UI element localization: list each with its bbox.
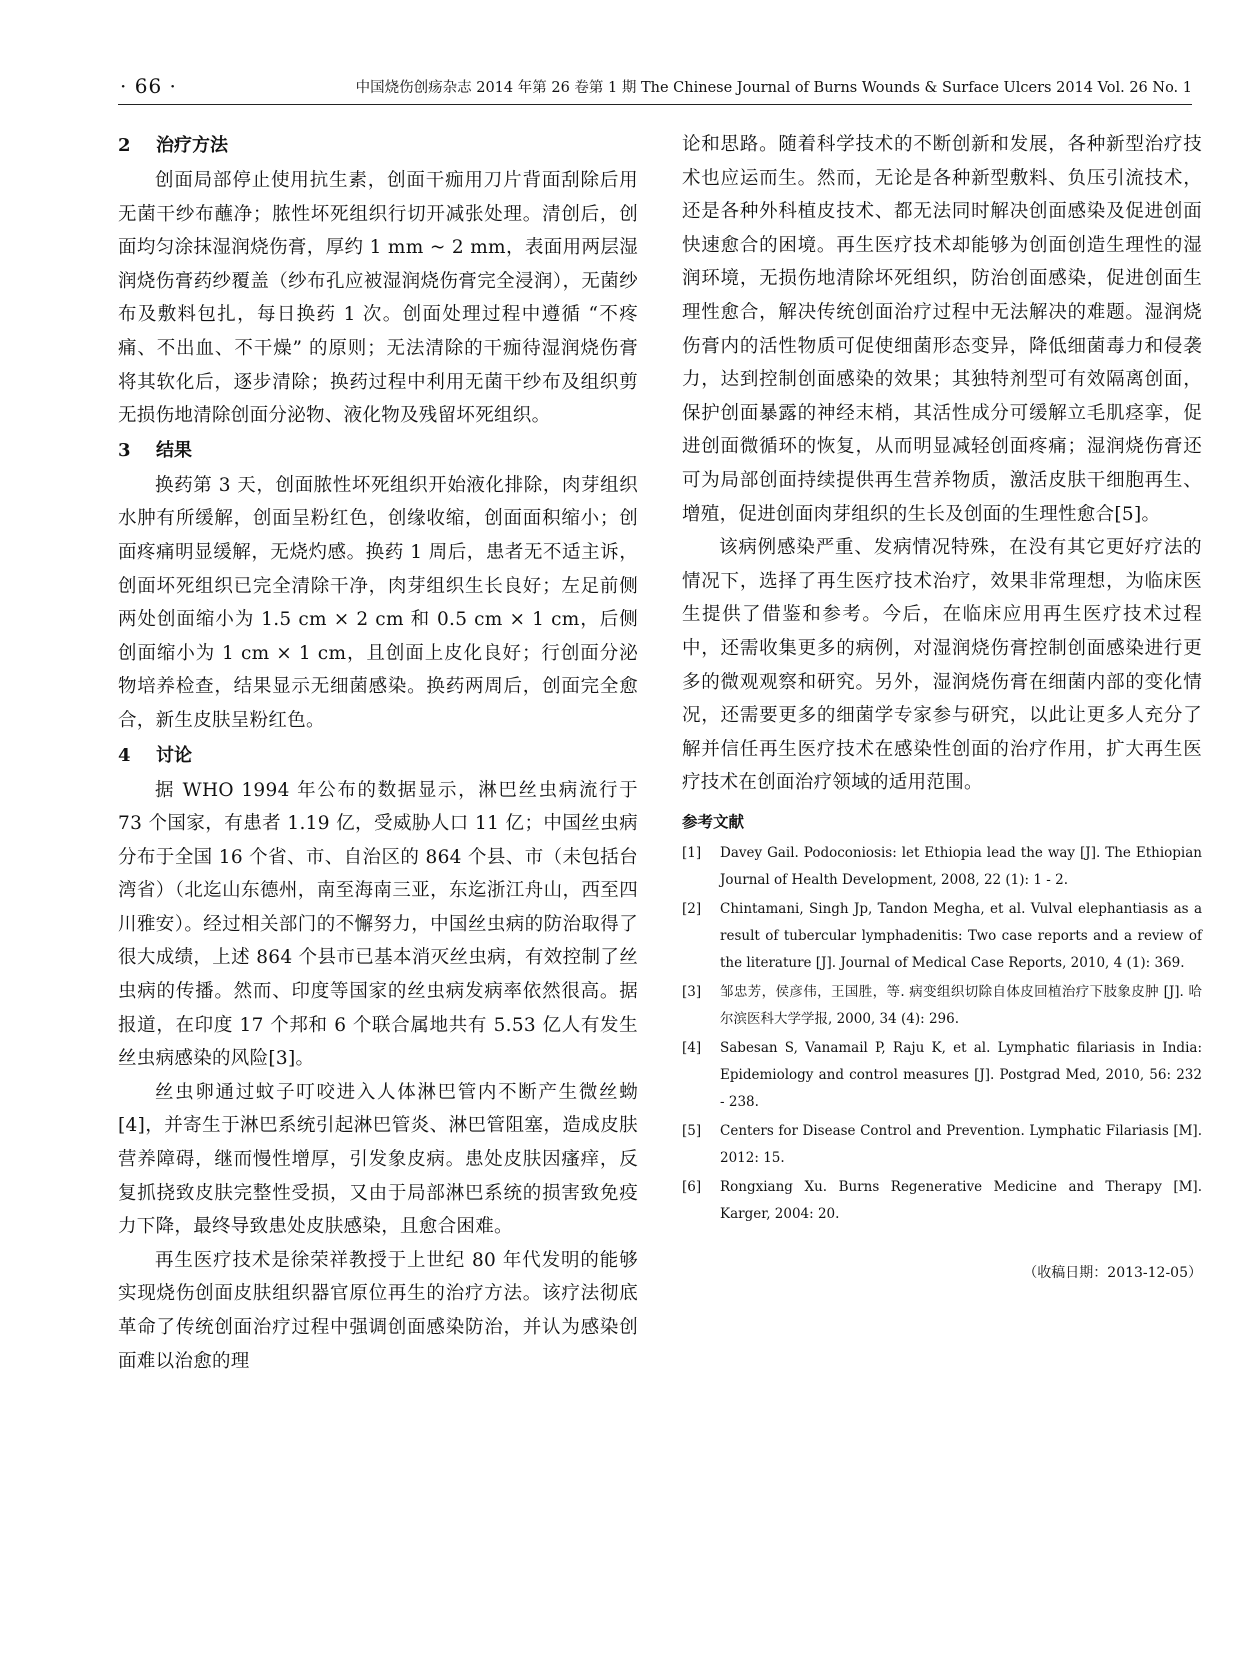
references-list xyxy=(682,840,1202,1228)
reference-item xyxy=(682,1035,1202,1116)
section-2-number: 2 xyxy=(118,135,131,156)
reference-number: [2] xyxy=(682,900,702,917)
references-heading: 参考文献 xyxy=(682,811,745,831)
reference-item xyxy=(682,979,1202,1033)
page-number: · 66 · xyxy=(120,74,177,98)
section-4-title: 讨论 xyxy=(156,744,192,766)
running-header: 中国烧伤创疡杂志 2014 年第 26 卷第 1 期 The Chinese Journal of Burns Wounds & Surface Ulcers 2014 Vol. 26 No. 1 xyxy=(355,80,1192,96)
section-3-title: 结果 xyxy=(156,439,192,461)
section-4-paragraph-3: 再生医疗技术是徐荣祥教授于上世纪 80 年代发明的能够实现烧伤创面皮肤组织器官原位再生的治疗方法。该疗法彻底革命了传统创面治疗过程中强调创面感染防治，并认为感染创面难以治愈的理 xyxy=(118,1249,638,1372)
section-3-paragraph: 换药第 3 天，创面脓性坏死组织开始液化排除，肉芽组织水肿有所缓解，创面呈粉红色，创缘收缩，创面面积缩小；创面疼痛明显缓解，无烧灼感。换药 1 周后，患者无不适主诉，创面坏死组织已完全清除干净，肉芽组织生长良好；左足前侧两处创面缩小为 1.5 cm × 2 cm 和 0.5 cm × 1 cm，后侧创面缩小为 1 cm × 1 cm，且创面上皮化良好；行创面分泌物培养检查，结果显示无细菌感染。换药两周后，创面完全愈合，新生皮肤呈粉红色。 xyxy=(118,474,638,731)
reference-item xyxy=(682,896,1202,977)
reference-text: Centers for Disease Control and Prevention. Lymphatic Filariasis [M]. 2012: 15. xyxy=(720,1122,1202,1166)
reference-number: [4] xyxy=(682,1039,702,1056)
section-3-number: 3 xyxy=(118,439,131,461)
received-date: （收稿日期：2013-12-05） xyxy=(1023,1264,1202,1281)
section-2-paragraph: 创面局部停止使用抗生素，创面干痂用刀片背面刮除后用无菌干纱布蘸净；脓性坏死组织行切开减张处理。清创后，创面均匀涂抹湿润烧伤膏，厚约 1 mm ~ 2 mm，表面用两层湿润烧伤膏药纱覆盖（纱布孔应被湿润烧伤膏完全浸润），无菌纱布及敷料包扎，每日换药 1 次。创面处理过程中遵循 “不疼痛、不出血、不干燥” 的原则；无法清除的干痂待湿润烧伤膏将其软化后，逐步清除；换药过程中利用无菌干纱布及组织剪无损伤地清除创面分泌物、液化物及残留坏死组织。 xyxy=(118,170,638,427)
discussion-conclusion-paragraph: 该病例感染严重、发病情况特殊，在没有其它更好疗法的情况下，选择了再生医疗技术治疗，效果非常理想，为临床医生提供了借鉴和参考。今后，在临床应用再生医疗技术过程中，还需收集更多的病例，对湿润烧伤膏控制创面感染进行更多的微观观察和研究。另外，湿润烧伤膏在细菌内部的变化情况，还需要更多的细菌学专家参与研究，以此让更多人充分了解并信任再生医疗技术在感染性创面的治疗作用，扩大再生医疗技术在创面治疗领域的适用范围。 xyxy=(682,537,1202,794)
reference-item xyxy=(682,840,1202,894)
reference-text: Davey Gail. Podoconiosis: let Ethiopia lead the way [J]. The Ethiopian Journal of Health Development, 2008, 22 (1): 1 - 2. xyxy=(720,844,1202,888)
reference-number: [1] xyxy=(682,844,702,861)
discussion-continued-paragraph: 论和思路。随着科学技术的不断创新和发展，各种新型治疗技术也应运而生。然而，无论是各种新型敷料、负压引流技术，还是各种外科植皮技术、都无法同时解决创面感染及促进创面快速愈合的困境。再生医疗技术却能够为创面创造生理性的湿润环境，无损伤地清除坏死组织，防治创面感染，促进创面生理性愈合，解决传统创面治疗过程中无法解决的难题。湿润烧伤膏内的活性物质可促使细菌形态变异，降低细菌毒力和侵袭力，达到控制创面感染的效果；其独特剂型可有效隔离创面，保护创面暴露的神经末梢，其活性成分可缓解立毛肌痉挛，促进创面微循环的恢复，从而明显减轻创面疼痛；湿润烧伤膏还可为局部创面持续提供再生营养物质，激活皮肤干细胞再生、增殖，促进创面肉芽组织的生长及创面的生理性愈合[5]。 xyxy=(682,134,1202,525)
left-column xyxy=(118,128,638,1378)
reference-number: [5] xyxy=(682,1122,702,1139)
section-4-paragraph-2: 丝虫卵通过蚊子叮咬进入人体淋巴管内不断产生微丝蚴[4]，并寄生于淋巴系统引起淋巴管炎、淋巴管阻塞，造成皮肤营养障碍，继而慢性增厚，引发象皮病。患处皮肤因瘙痒，反复抓挠致皮肤完整性受损，又由于局部淋巴系统的损害致免疫力下降，最终导致患处皮肤感染，且愈合困难。 xyxy=(118,1081,638,1238)
reference-number: [3] xyxy=(682,983,702,1000)
section-4-paragraph-1: 据 WHO 1994 年公布的数据显示，淋巴丝虫病流行于 73 个国家，有患者 1.19 亿，受威胁人口 11 亿；中国丝虫病分布于全国 16 个省、市、自治区的 864 个县、市（未包括台湾省）（北迄山东德州，南至海南三亚，东迄浙江舟山，西至四川雅安）。经过相关部门的不懈努力，中国丝虫病的防治取得了很大成绩，上述 864 个县市已基本消灭丝虫病，有效控制了丝虫病的传播。然而、印度等国家的丝虫病发病率依然很高。据报道，在印度 17 个邦和 6 个联合属地共有 5.53 亿人有发生丝虫病感染的风险[3]。 xyxy=(118,779,638,1070)
header-divider xyxy=(118,104,1192,105)
reference-number: [6] xyxy=(682,1178,702,1195)
section-3-heading xyxy=(118,437,638,465)
section-4-number: 4 xyxy=(118,744,131,766)
section-4-heading xyxy=(118,742,638,770)
reference-text: Sabesan S, Vanamail P, Raju K, et al. Lymphatic filariasis in India: Epidemiology and control measures [J]. Postgrad Med, 2010, 56: 232 - 238. xyxy=(720,1039,1202,1110)
section-2-title: 治疗方法 xyxy=(156,135,228,156)
reference-text: Rongxiang Xu. Burns Regenerative Medicine and Therapy [M]. Karger, 2004: 20. xyxy=(720,1178,1202,1222)
reference-item xyxy=(682,1174,1202,1228)
section-2-heading xyxy=(118,132,638,160)
reference-text: Chintamani, Singh Jp, Tandon Megha, et al. Vulval elephantiasis as a result of tubercular lymphadenitis: Two case reports and a review of the literature [J]. Journal of Medical Case Reports, 2010, 4 (1): 369. xyxy=(720,900,1202,971)
reference-text: 邹忠芳，侯彦伟，王国胜，等. 病变组织切除自体皮回植治疗下肢象皮肿 [J]. 哈尔滨医科大学学报, 2000, 34 (4): 296. xyxy=(720,983,1202,1027)
reference-item xyxy=(682,1118,1202,1172)
right-column xyxy=(682,128,1202,1282)
